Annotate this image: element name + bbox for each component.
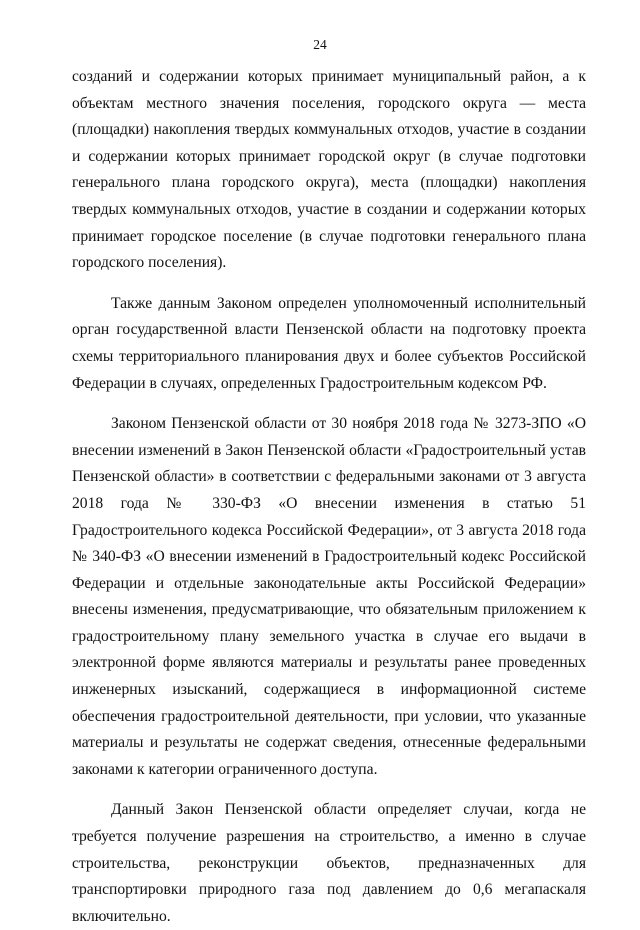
paragraph-spacer xyxy=(72,397,586,411)
paragraph-spacer xyxy=(72,277,586,291)
paragraph-continuation: созданий и содержании которых принимает муниципальный район, а к объектам местного значения поселения, городского округа — места (площадки) накопления твердых коммунальных отходов, участие в создании и содержании которых принимает городской округ (в случае подготовки генерального плана городского округа), места (площадки) накопления твердых коммунальных отходов, участие в создании и содержании которых принимает городское поселение (в случае подготовки генерального плана городского поселения). xyxy=(72,68,586,272)
paragraph-law-amendments: Законом Пензенской области от 30 ноября 2018 года № 3273-ЗПО «О внесении изменений в Закон Пензенской области «Градостроительный устав Пензенской области» в соответствии с федеральными законами от 3 августа 2018 года № 330-ФЗ «О внесении изменения в статью 51 Градостроительного кодекса Российской Федерации», от 3 августа 2018 года № 340-ФЗ «О внесении изменений в Градостроительный кодекс Российской Федерации и отдельные законодательные акты Российской Федерации» внесены изменения, предусматривающие, что обязательным приложением к градостроительному плану земельного участка в случае его выдачи в электронной форме являются материалы и результаты ранее проведенных инженерных изысканий, содержащиеся в информационной системе обеспечения градостроительной деятельности, при условии, что указанные материалы и результаты не содержат сведения, отнесенные федеральными законами к категории ограниченного доступа. xyxy=(72,415,586,778)
page-number: 24 xyxy=(313,37,327,52)
paragraph-spacer xyxy=(72,783,586,797)
paragraph-authorized-body: Также данным Законом определен уполномоченный исполнительный орган государственной власти Пензенской области на подготовку проекта схемы территориального планирования двух и более субъектов Российской Федерации в случаях, определенных Градостроительным кодексом РФ. xyxy=(72,294,586,392)
document-body xyxy=(72,64,586,930)
paragraph-permit-exemptions: Данный Закон Пензенской области определяет случаи, когда не требуется получение разрешения на строительство, а именно в случае строительства, реконструкции объектов, предназначенных для транспортировки природного газа под давлением до 0,6 мегапаскаля включительно. xyxy=(72,801,586,925)
